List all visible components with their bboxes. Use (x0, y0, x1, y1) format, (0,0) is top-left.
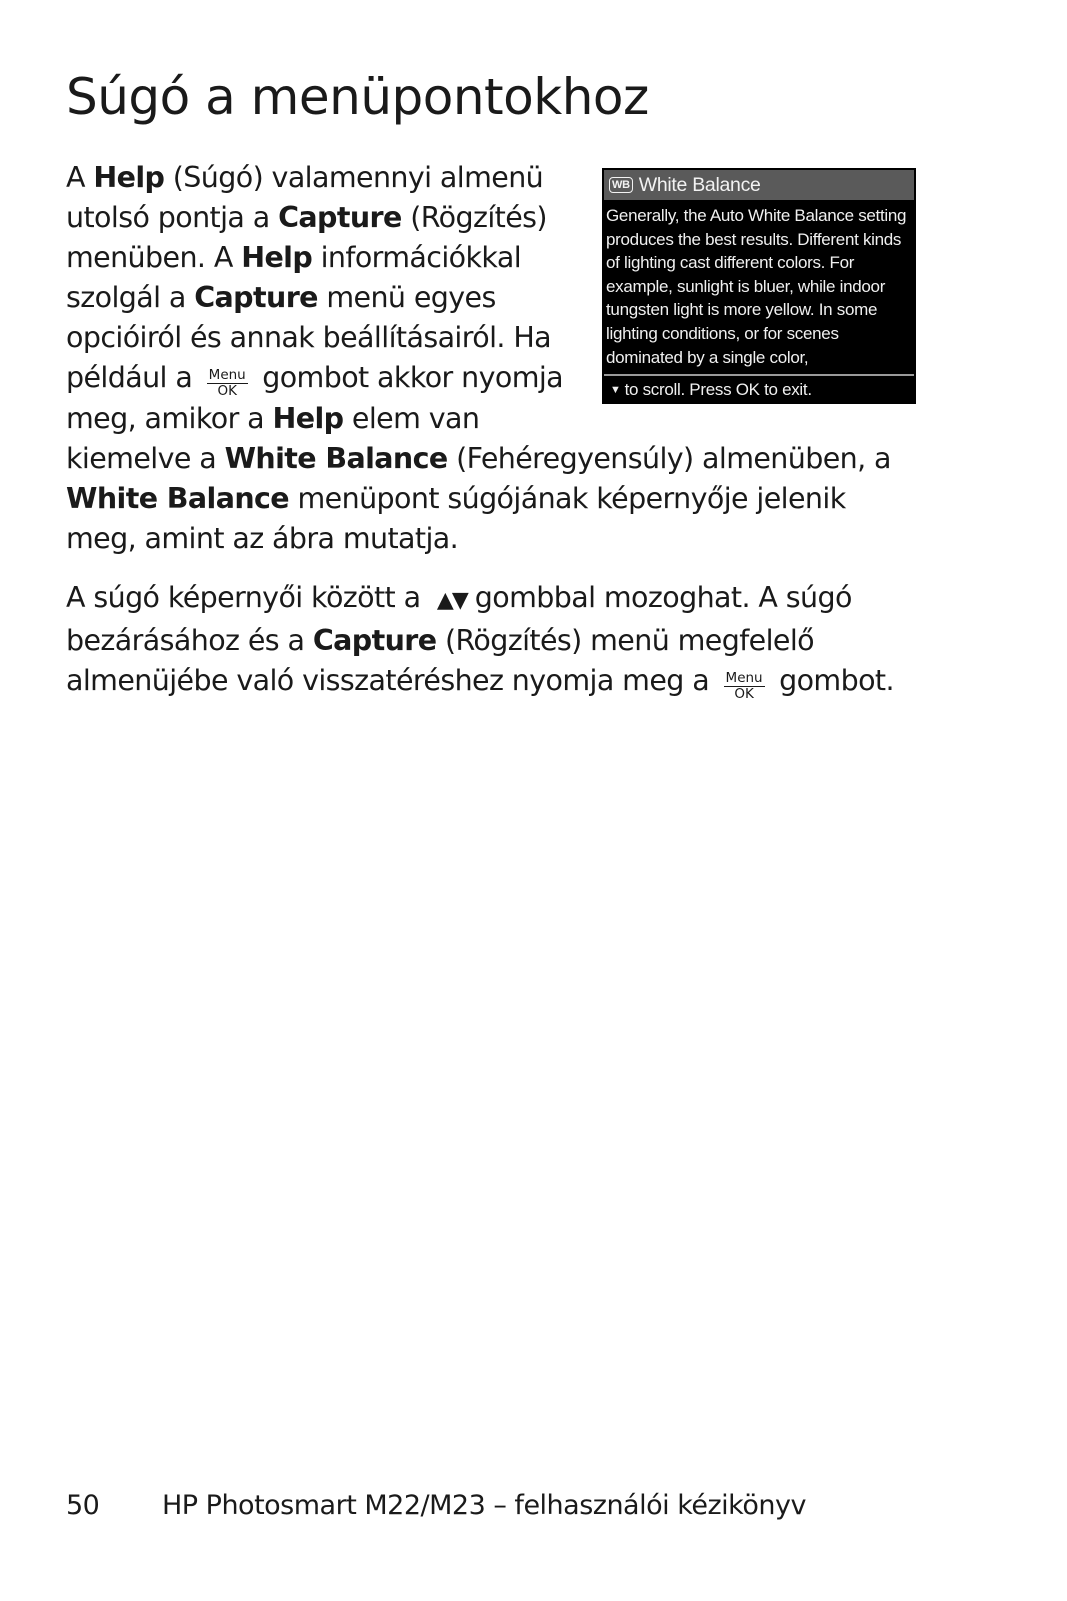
screenshot-help-text: Generally, the Auto White Balance setting produces the best results. Different kinds of lighting cast different colors. For example, sunlight is bluer, while indoor tungsten light is more yellow. In some lighting conditions, or for scenes dominated by a single color, (606, 206, 907, 367)
menu-ok-button-icon (724, 671, 765, 702)
screenshot-footer (604, 374, 914, 403)
help-term: Help (241, 241, 313, 274)
text-segment: (Rögzítés) menü megfelelő almenüjébe való visszatéréshez nyomja meg a (66, 624, 814, 697)
text-segment: információkkal szolgál a (66, 241, 522, 314)
text-segment: menü egyes opcióiról és annak beállításairól. Ha például a (66, 281, 552, 394)
page-title: Súgó a menüpontokhoz (66, 68, 649, 126)
capture-term: Capture (312, 624, 437, 657)
screenshot-header-title: White Balance (638, 174, 761, 196)
scroll-down-arrow-icon: ▼ (610, 384, 621, 396)
text-segment: A (66, 161, 94, 194)
screenshot-footer-text: to scroll. Press OK to exit. (624, 380, 812, 399)
text-segment: gombbal mozoghat. A súgó bezárásához és a (66, 581, 852, 657)
menu-label: Menu (208, 367, 246, 383)
screenshot-header (604, 170, 914, 200)
white-balance-term: White Balance (66, 482, 290, 515)
text-segment: (Fehéregyensúly) almenüben, a (447, 442, 891, 475)
text-segment: menüpont súgójának képernyője jelenik meg, amint az ábra mutatja. (66, 482, 846, 555)
text-segment: gombot. (770, 664, 894, 697)
text-segment: elem van kiemelve a (66, 402, 480, 475)
white-balance-help-screenshot (602, 168, 916, 404)
navigation-paragraph (66, 578, 916, 702)
up-down-arrows-icon: ▲▼ (436, 588, 467, 613)
menu-label: Menu (725, 670, 763, 686)
page-footer (66, 1488, 806, 1524)
text-segment: A súgó képernyői között a (66, 581, 429, 614)
footer-manual-title: HP Photosmart M22/M23 – felhasználói kézikönyv (162, 1490, 806, 1521)
intro-paragraph (66, 158, 911, 559)
page-number: 50 (66, 1490, 100, 1521)
ok-label: OK (217, 383, 237, 399)
capture-term: Capture (278, 201, 402, 234)
menu-ok-button-icon (207, 368, 248, 399)
text-segment: (Rögzítés) menüben. A (66, 201, 547, 274)
text-segment: gombot akkor nyomja meg, amikor a (66, 361, 564, 435)
help-term: Help (93, 161, 165, 194)
help-term: Help (272, 402, 344, 435)
ok-label: OK (734, 686, 754, 702)
text-segment: (Súgó) valamennyi almenü utolsó pontja a (66, 161, 544, 234)
white-balance-icon: WB (609, 177, 633, 193)
white-balance-term: White Balance (224, 442, 448, 475)
capture-term: Capture (194, 281, 318, 314)
